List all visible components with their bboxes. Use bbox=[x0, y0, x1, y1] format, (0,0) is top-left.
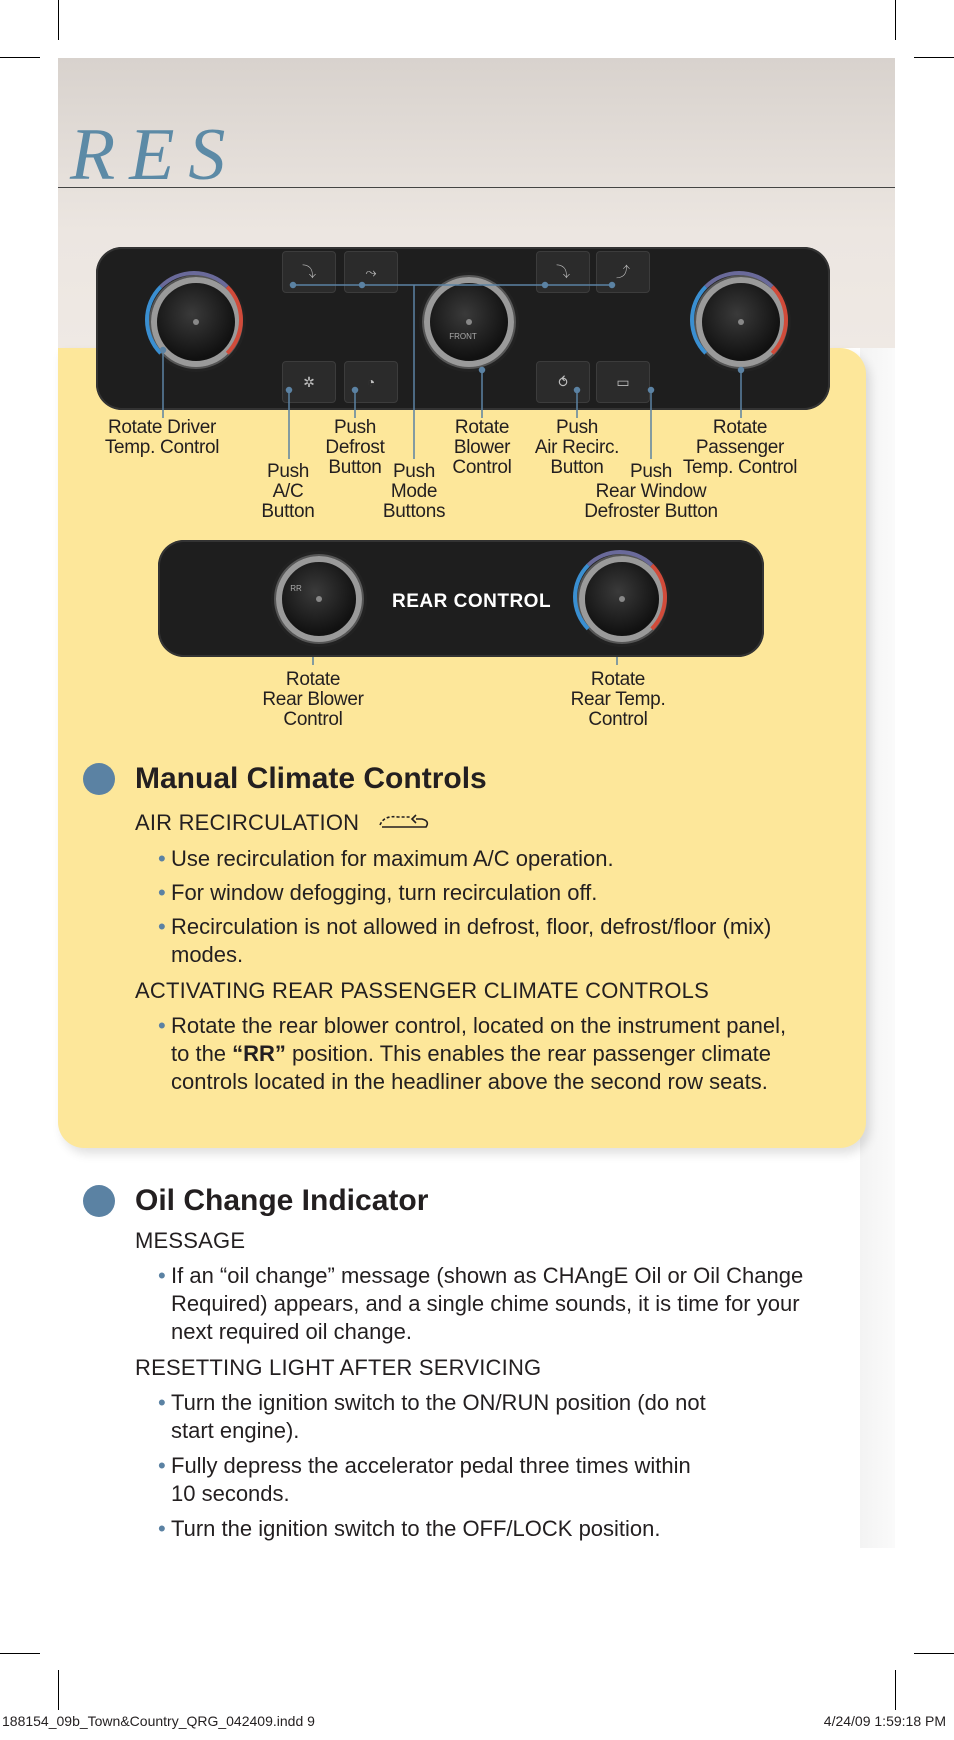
list-item: • For window defogging, turn recirculation off. bbox=[158, 880, 598, 905]
recirc-button[interactable]: ⥀ bbox=[536, 361, 590, 403]
list-item: • If an “oil change” message (shown as CHAngE Oil or Oil Change Required) appears, and a single chime sounds, it is time for your next required oil change. bbox=[158, 1263, 804, 1344]
list-item: • Turn the ignition switch to the ON/RUN position (do not start engine). bbox=[158, 1390, 706, 1443]
list-item: • Fully depress the accelerator pedal three times within 10 seconds. bbox=[158, 1453, 691, 1506]
callout-blower-control: Rotate Blower Control bbox=[452, 417, 512, 478]
list-item: • Turn the ignition switch to the OFF/LOCK position. bbox=[158, 1516, 661, 1541]
rear-blower-knob[interactable] bbox=[276, 556, 362, 642]
callout-defrost-button: Push Defrost Button bbox=[325, 417, 385, 478]
section-title-oil: Oil Change Indicator bbox=[135, 1184, 429, 1217]
mode-panel-button[interactable]: ⤴ bbox=[596, 251, 650, 293]
section-marker-icon bbox=[83, 763, 115, 795]
callout-driver-temp: Rotate Driver Temp. Control bbox=[104, 417, 220, 458]
rear-defrost-button[interactable]: ▭ bbox=[596, 361, 650, 403]
recirculation-icon bbox=[374, 811, 434, 833]
rear-control-label: REAR CONTROL bbox=[392, 591, 552, 612]
page-title: RES bbox=[70, 114, 240, 196]
defrost-button[interactable]: ◔ bbox=[344, 361, 398, 403]
callout-passenger-temp: Rotate Passenger Temp. Control bbox=[682, 417, 798, 478]
rear-blower-rr-label: RR bbox=[290, 584, 302, 593]
crop-mark bbox=[0, 1653, 40, 1654]
subheading-rear-passenger: ACTIVATING REAR PASSENGER CLIMATE CONTROLS bbox=[135, 978, 709, 1003]
print-timestamp: 4/24/09 1:59:18 PM bbox=[823, 1713, 946, 1729]
list-item: • Recirculation is not allowed in defrost, floor, defrost/floor (mix) modes. bbox=[158, 914, 772, 967]
rear-temp-scale bbox=[573, 550, 667, 644]
mode-floor-button[interactable]: ⤵ bbox=[282, 251, 336, 293]
mode-panel-floor-button[interactable]: ⤳ bbox=[344, 251, 398, 293]
callout-recirc-button: Push Air Recirc. Button bbox=[534, 417, 620, 478]
callout-rear-temp: Rotate Rear Temp. Control bbox=[570, 669, 666, 730]
list-item: • Use recirculation for maximum A/C operation. bbox=[158, 846, 614, 871]
mode-defrost-floor-button[interactable]: ⤵ bbox=[536, 251, 590, 293]
blower-knob-label: FRONT bbox=[449, 332, 477, 341]
crop-mark bbox=[914, 1653, 954, 1654]
crop-mark bbox=[895, 1670, 896, 1710]
section-marker-icon bbox=[83, 1185, 115, 1217]
subheading-air-recirculation: AIR RECIRCULATION bbox=[135, 810, 434, 836]
subheading-message: MESSAGE bbox=[135, 1228, 246, 1253]
subheading-resetting: RESETTING LIGHT AFTER SERVICING bbox=[135, 1355, 542, 1380]
crop-mark bbox=[58, 1670, 59, 1710]
callout-rear-window-defroster: Push Rear Window Defroster Button bbox=[584, 461, 718, 522]
section-title-climate: Manual Climate Controls bbox=[135, 762, 487, 795]
list-item: • Rotate the rear blower control, located on the instrument panel, to the “RR” position. This enables the rear passenger climate controls located in the headliner above the second row seats. bbox=[158, 1013, 787, 1094]
callout-rear-blower: Rotate Rear Blower Control bbox=[262, 669, 364, 730]
callout-mode-buttons: Push Mode Buttons bbox=[382, 461, 446, 522]
file-slug: 188154_09b_Town&Country_QRG_042409.indd 9 bbox=[2, 1713, 315, 1729]
callout-ac-button: Push A/C Button bbox=[261, 461, 315, 522]
ac-button[interactable]: ✲ bbox=[282, 361, 336, 403]
